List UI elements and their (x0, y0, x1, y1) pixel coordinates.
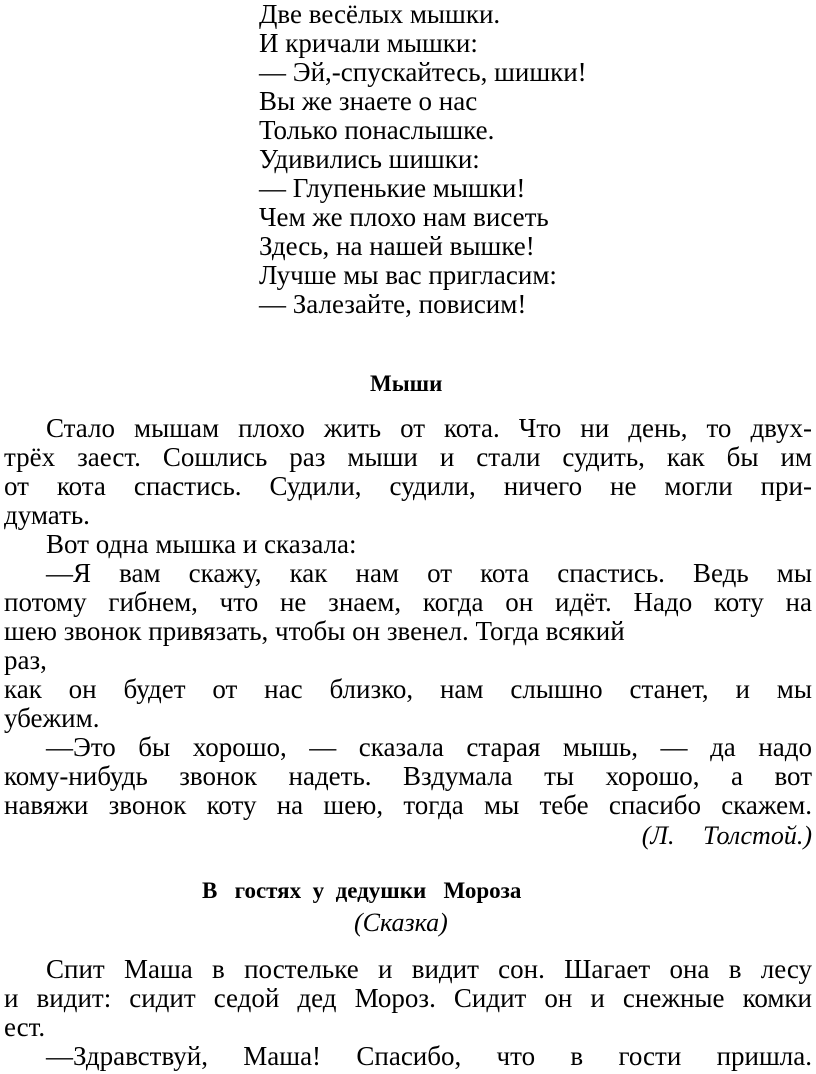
paragraph-line: ест. (4, 1012, 46, 1042)
paragraph-line: —Я вам скажу, как нам от кота спастись. Ведь мы (46, 558, 812, 588)
poem-line: Вы же знаете о нас (259, 86, 478, 116)
paragraph-line: Спит Маша в постельке и видит сон. Шагает она в лесу (46, 954, 812, 984)
author-attribution: (Л. Толстой.) (641, 821, 812, 850)
paragraph-line: думать. (4, 500, 90, 530)
story-title: Мыши (370, 371, 443, 396)
poem-line: Две весёлых мышки. (259, 0, 501, 29)
paragraph-line: —Это бы хорошо, — сказала старая мышь, — да надо (46, 732, 812, 762)
paragraph-line: шею звонок привязать, чтобы он звенел. Тогда всякий (4, 616, 625, 646)
story-title: В гостях у дедушки Мороза (202, 878, 522, 903)
paragraph-line: раз, (4, 645, 47, 675)
poem-line: И кричали мышки: (259, 28, 478, 58)
paragraph-line: убежим. (4, 703, 100, 733)
paragraph-line: Стало мышам плохо жить от кота. Что ни день, то двух- (46, 413, 812, 443)
story-subtitle: (Сказка) (354, 908, 448, 937)
paragraph-line: и видит: сидит седой дед Мороз. Сидит он и снежные комки (4, 983, 812, 1013)
paragraph-line: от кота спастись. Судили, судили, ничего не могли при- (4, 471, 812, 501)
poem-line: Здесь, на нашей вышке! (259, 231, 535, 261)
poem-line: — Глупенькие мышки! (259, 173, 526, 203)
paragraph-line: Вот одна мышка и сказала: (46, 529, 357, 559)
paragraph-line: потому гибнем, что не знаем, когда он идёт. Надо коту на (4, 587, 812, 617)
paragraph-line: трёх заест. Сошлись раз мыши и стали судить, как бы им (4, 442, 812, 472)
poem-line: Только понаслышке. (259, 115, 495, 145)
poem-line: Чем же плохо нам висеть (259, 202, 549, 232)
poem-line: — Залезайте, повисим! (259, 289, 527, 319)
paragraph-line: кому-нибудь звонок надеть. Вздумала ты хорошо, а вот (4, 761, 812, 791)
poem-line: — Эй,-спускайтесь, шишки! (259, 57, 587, 87)
paragraph-line: как он будет от нас близко, нам слышно станет, и мы (4, 674, 812, 704)
paragraph-line: навяжи звонок коту на шею, тогда мы тебе спасибо скажем. (4, 790, 812, 820)
poem-line: Лучше мы вас пригласим: (259, 260, 557, 290)
paragraph-line: —Здравствуй, Маша! Спасибо, что в гости пришла. (46, 1041, 812, 1071)
poem-line: Удивились шишки: (259, 144, 480, 174)
